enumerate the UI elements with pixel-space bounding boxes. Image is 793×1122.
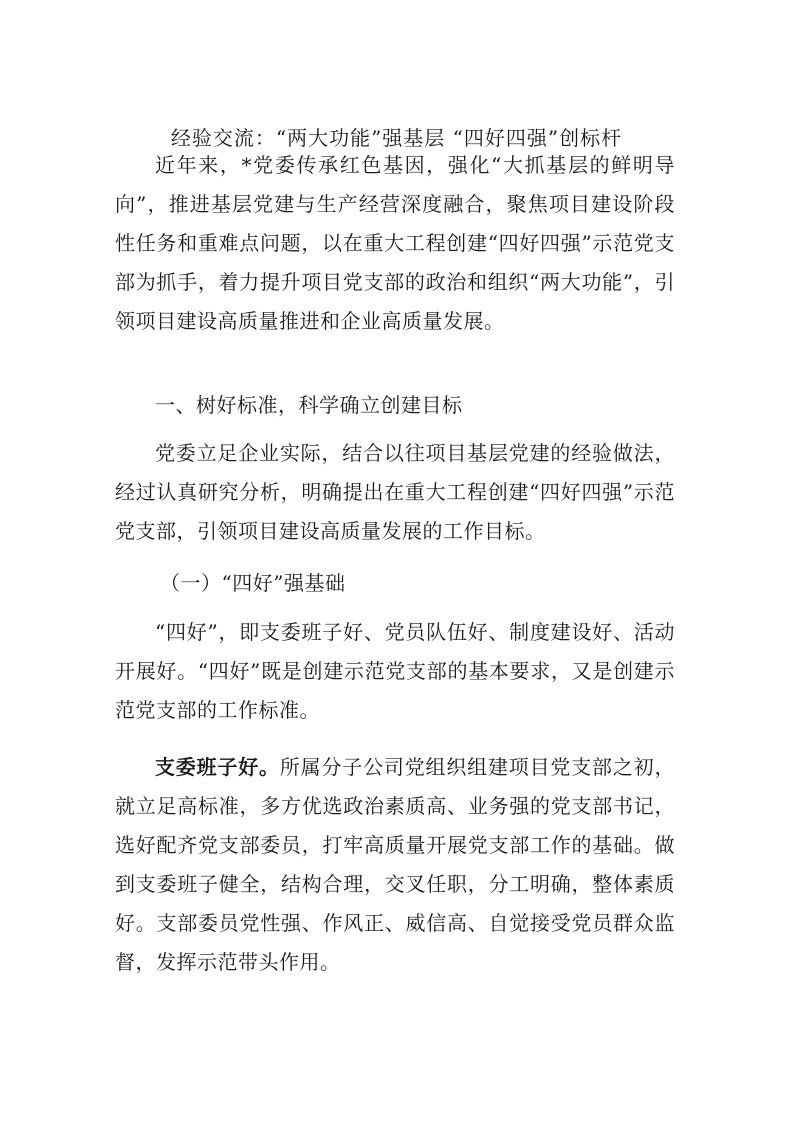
item-1-paragraph (115, 748, 675, 982)
section-heading-1: 一、树好标准，科学确立创建目标 (155, 393, 463, 417)
document-title: 经验交流：“两大功能”强基层 “四好四强”创标杆 (170, 126, 623, 150)
subsection-heading-1: （一）“四好”强基础 (160, 571, 346, 595)
item-1-text: 所属分子公司党组织组建项目党支部之初，就立足高标准，多方优选政治素质高、业务强的党支部书记，选好配齐党支部委员，打牢高质量开展党支部工作的基础。做到支委班子健全，结构合理，交叉任职，分工明确，整体素质好。支部委员党性强、作风正、威信高、自觉接受党员群众监督，发挥示范带头作用。 (115, 755, 675, 974)
subsection-1-paragraph: “四好”，即支委班子好、党员队伍好、制度建设好、活动开展好。“四好”既是创建示范党支部的基本要求，又是创建示范党支部的工作标准。 (115, 620, 675, 722)
section-1-paragraph: 党委立足企业实际，结合以往项目基层党建的经验做法，经过认真研究分析，明确提出在重大工程创建“四好四强”示范党支部，引领项目建设高质量发展的工作目标。 (115, 441, 675, 543)
item-1-lead: 支委班子好。 (155, 755, 280, 779)
intro-paragraph: 近年来，*党委传承红色基因，强化“大抓基层的鲜明导向”，推进基层党建与生产经营深度融合，聚焦项目建设阶段性任务和重难点问题，以在重大工程创建“四好四强”示范党支部为抓手，着力提升项目党支部的政治和组织“两大功能”，引领项目建设高质量推进和企业高质量发展。 (115, 153, 675, 333)
